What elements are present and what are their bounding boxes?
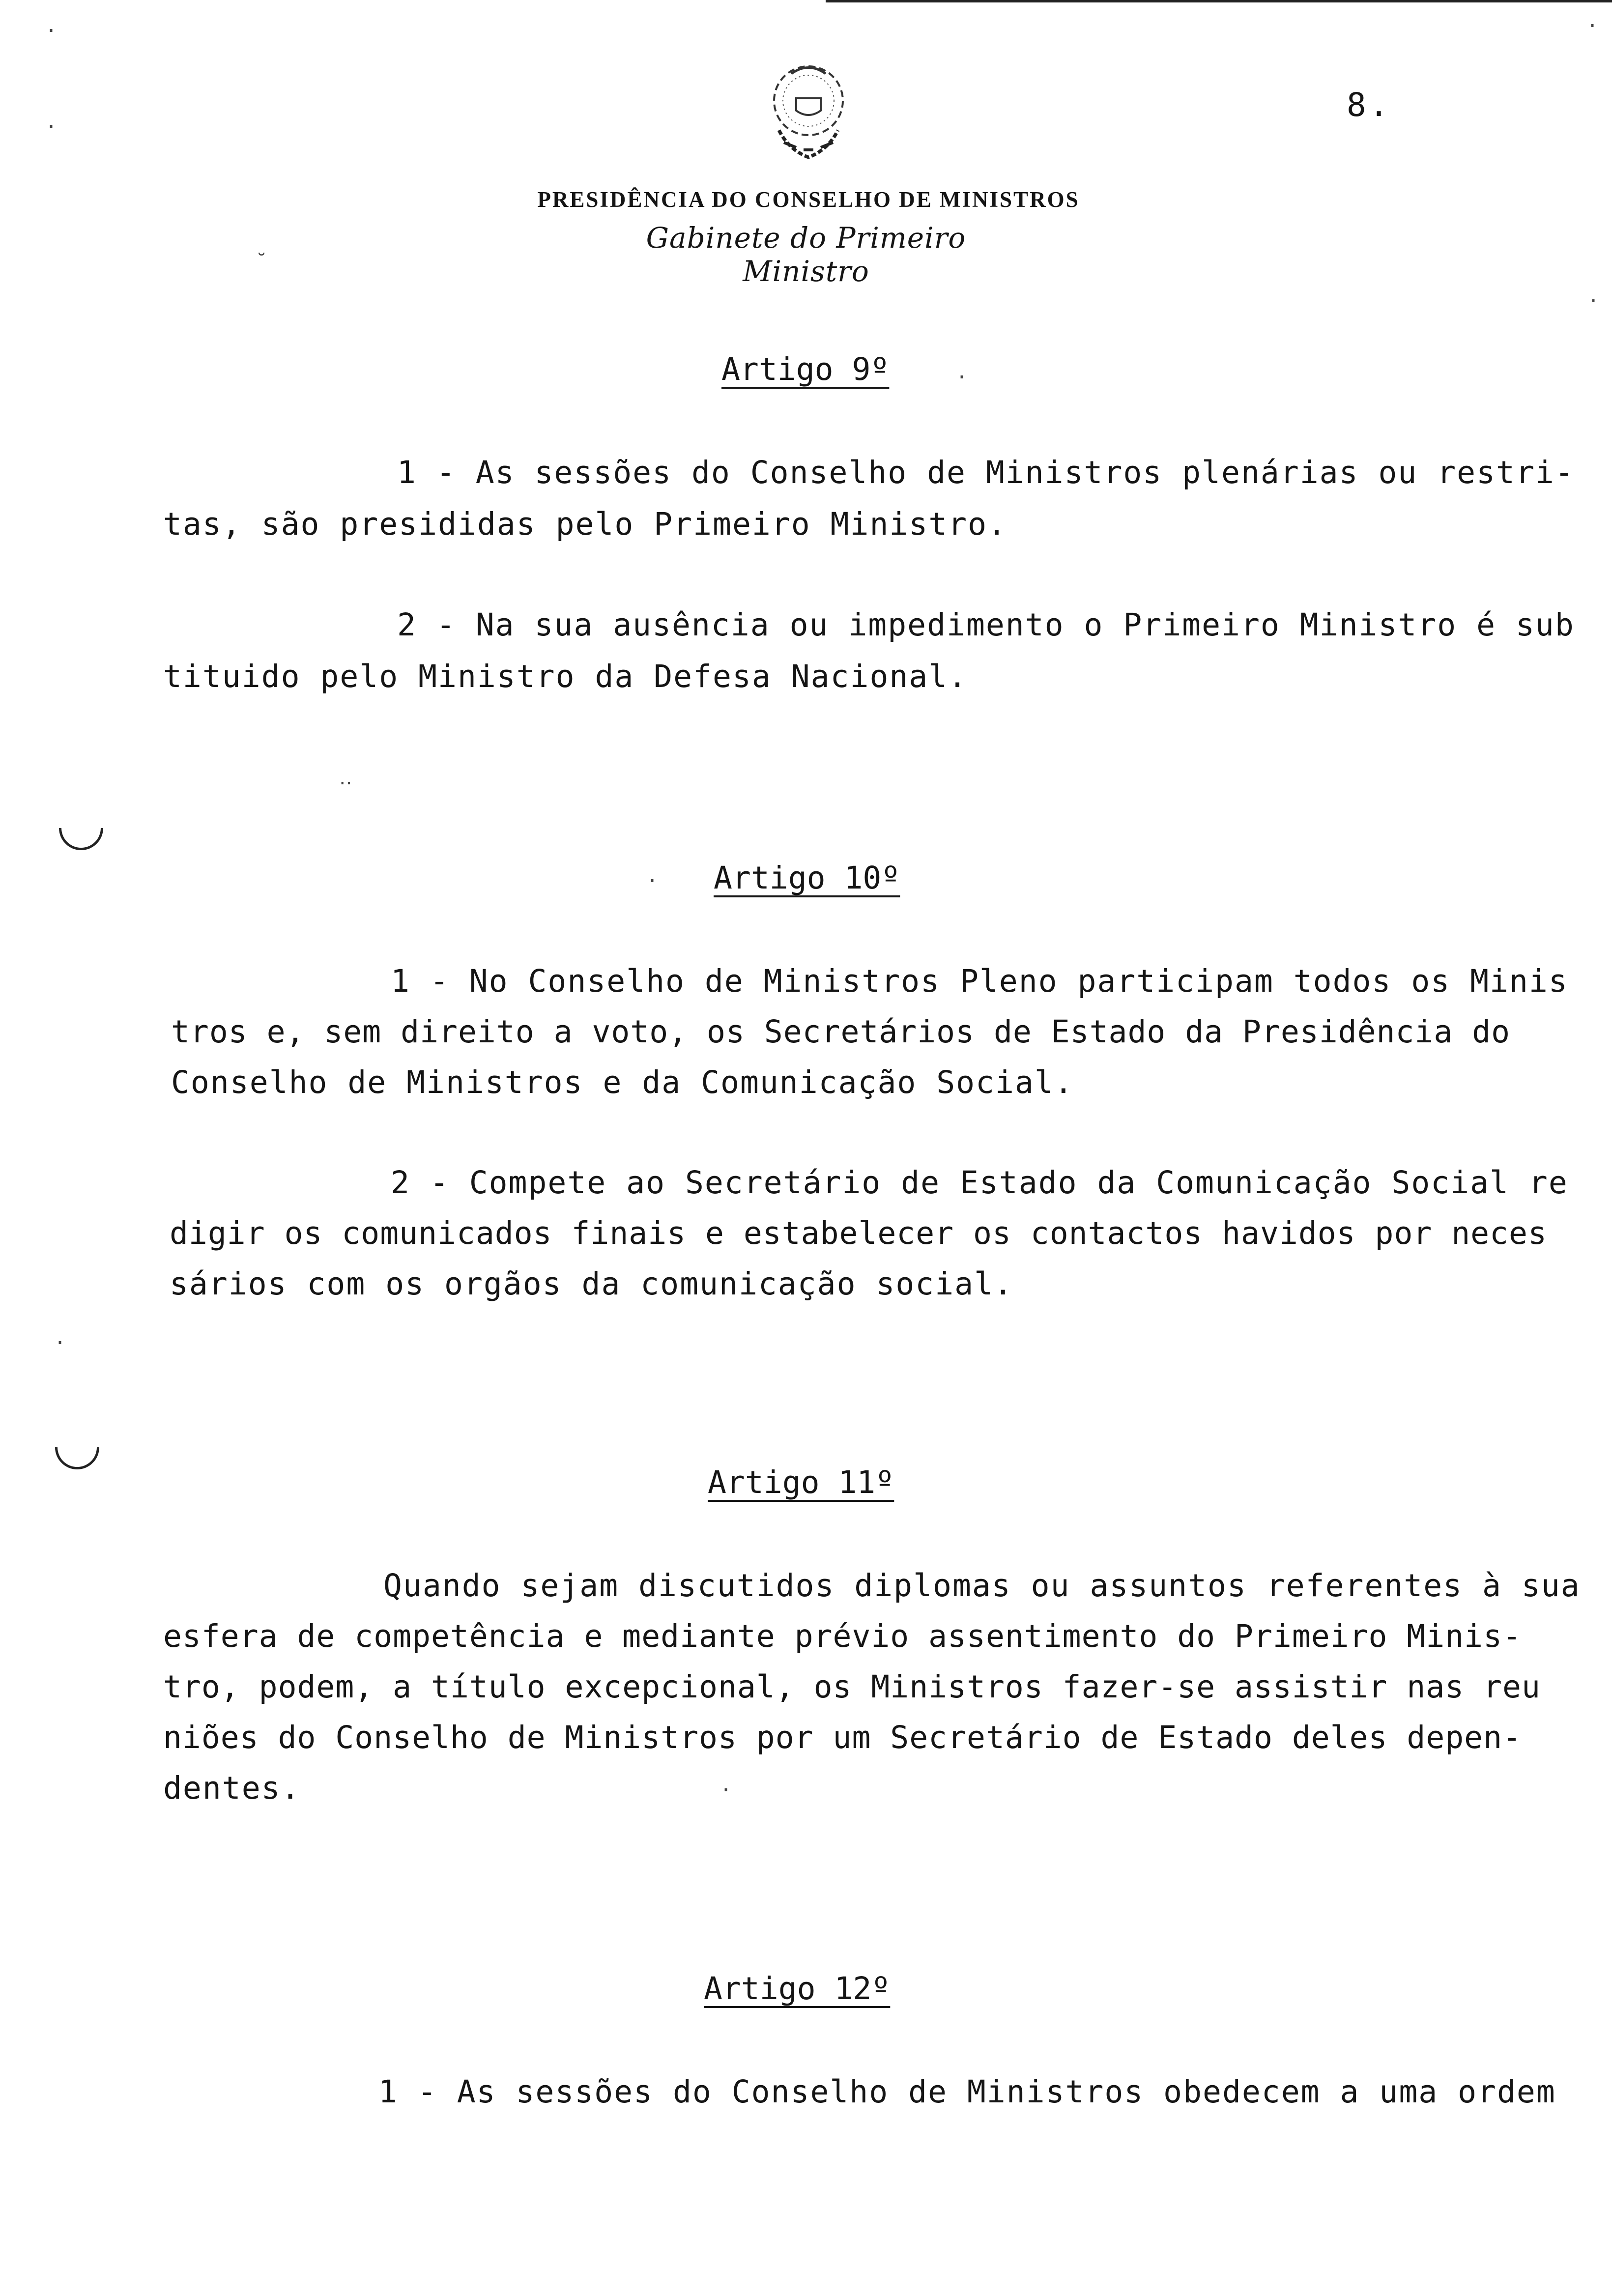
punch-hole-mark xyxy=(46,1416,108,1478)
scan-speck: ‥ xyxy=(339,767,352,789)
paragraph-line: 2 - Na sua ausência ou impedimento o Primeiro Ministro é sub xyxy=(397,607,1575,643)
paragraph-line: tituido pelo Ministro da Defesa Nacional. xyxy=(163,659,968,694)
scan-speck: · xyxy=(1586,15,1599,37)
paragraph-line: 1 - As sessões do Conselho de Ministros obedecem a uma ordem xyxy=(378,2074,1556,2110)
paragraph-line: tros e, sem direito a voto, os Secretários de Estado da Presidência do xyxy=(171,1014,1511,1050)
coat-of-arms-icon xyxy=(749,52,867,170)
article-heading: Artigo 11º xyxy=(708,1464,894,1500)
article-heading: Artigo 12º xyxy=(704,1971,891,2007)
scan-speck: ˘ xyxy=(256,251,268,273)
paragraph-line: tro, podem, a título excepcional, os Ministros fazer-se assistir nas reu xyxy=(163,1669,1541,1705)
paragraph-line: sários com os orgãos da comunicação social. xyxy=(170,1266,1013,1302)
scan-speck: · xyxy=(1587,290,1600,313)
paragraph-line: 1 - As sessões do Conselho de Ministros plenárias ou restri- xyxy=(397,455,1575,490)
department-name: Gabinete do Primeiro Ministro xyxy=(646,221,966,288)
organization-name: PRESIDÊNCIA DO CONSELHO DE MINISTROS xyxy=(537,187,1080,212)
scan-speck: · xyxy=(956,366,968,389)
paragraph-line: Quando sejam discutidos diplomas ou assuntos referentes à sua xyxy=(383,1568,1581,1604)
top-border-line xyxy=(826,0,1612,2)
scan-speck: · xyxy=(720,1779,732,1802)
paragraph-line: 2 - Compete ao Secretário de Estado da Comunicação Social re xyxy=(391,1165,1568,1201)
punch-hole-mark xyxy=(50,797,112,859)
paragraph-line: tas, são presididas pelo Primeiro Ministro. xyxy=(163,506,1007,542)
paragraph-line: niões do Conselho de Ministros por um Secretário de Estado deles depen- xyxy=(163,1720,1522,1755)
paragraph-line: digir os comunicados finais e estabelecer os contactos havidos por neces xyxy=(170,1215,1547,1251)
scan-speck: · xyxy=(45,20,58,42)
scan-speck: · xyxy=(45,115,58,138)
scan-speck: · xyxy=(646,870,659,892)
paragraph-line: dentes. xyxy=(163,1770,301,1806)
scan-speck: · xyxy=(54,1332,66,1354)
paragraph-line: 1 - No Conselho de Ministros Pleno participam todos os Minis xyxy=(391,963,1568,999)
article-heading: Artigo 9º xyxy=(721,351,890,387)
paragraph-line: Conselho de Ministros e da Comunicação Social. xyxy=(171,1064,1074,1100)
page-number: 8. xyxy=(1347,86,1392,124)
article-heading: Artigo 10º xyxy=(714,860,900,896)
paragraph-line: esfera de competência e mediante prévio assentimento do Primeiro Minis- xyxy=(163,1618,1522,1654)
